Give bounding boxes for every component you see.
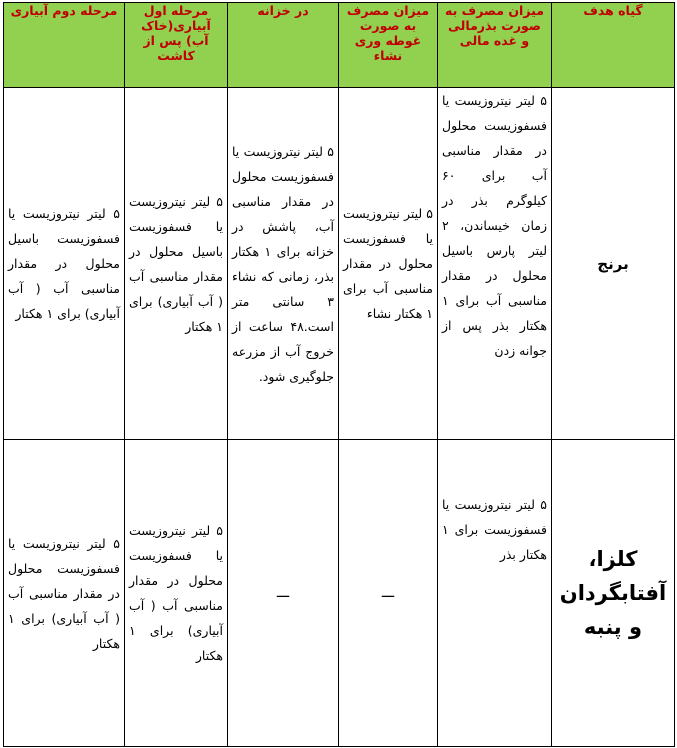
header-second-irrigation: مرحله دوم آبیاری (4, 3, 125, 88)
header-seed-tuber-dosage: میزان مصرف به صورت بذرمالی و غده مالی (438, 3, 552, 88)
header-nursery-dip-dosage: میزان مصرف به صورت غوطه وری نشاء (339, 3, 438, 88)
first-irrigation-dosage: ۵ لیتر نیتروزیست یا فسفوزیست باسیل محلول در مقدار مناسبی آب ( آب آبیاری) برای ۱ هکتار (125, 88, 228, 440)
nursery-dip-dosage: ـــ (339, 440, 438, 747)
second-irrigation-dosage: ۵ لیتر نیتروزیست یا فسفوزیست باسیل محلول در مقدار مناسبی آب ( آب آبیاری) برای ۱ هکتار (4, 88, 125, 440)
nursery-dip-dosage: ۵ لیتر نیتروزیست یا فسفوزیست محلول در مقدار مناسبی آب برای ۱ هکتار نشاء (339, 88, 438, 440)
table-row (4, 88, 675, 440)
plant-name: کلزا، آفتابگردان و پنبه (552, 440, 675, 747)
in-nursery-dosage: ۵ لیتر نیتروزیست یا فسفوزیست محلول در مقدار مناسبی آب، پاشش در خزانه برای ۱ هکتار بذر، زمانی که نشاء ۳ سانتی متر است.۴۸ ساعت از خروج آب از مزرعه جلوگیری شود. (228, 88, 339, 440)
header-target-plant: گیاه هدف (552, 3, 675, 88)
fertilizer-usage-table (3, 2, 675, 747)
header-in-nursery: در خزانه (228, 3, 339, 88)
in-nursery-dosage: ـــ (228, 440, 339, 747)
plant-name: برنج (552, 88, 675, 440)
seed-tuber-dosage: ۵ لیتر نیتروزیست یا فسفوزیست برای ۱ هکتار بذر (438, 440, 552, 747)
header-first-irrigation: مرحله اول آبیاری(خاک آب) پس از کاشت (125, 3, 228, 88)
table-row (4, 440, 675, 747)
second-irrigation-dosage: ۵ لیتر نیتروزیست یا فسفوزیست محلول در مقدار مناسبی آب ( آب آبیاری) برای ۱ هکتار (4, 440, 125, 747)
seed-tuber-dosage: ۵ لیتر نیتروزیست یا فسفوزیست محلول در مقدار مناسبی آب برای ۶۰ کیلوگرم بذر در زمان خیساندن، ۲ لیتر پارس باسیل محلول در مقدار مناسبی آب برای ۱ هکتار بذر پس از جوانه زدن (438, 88, 552, 440)
first-irrigation-dosage: ۵ لیتر نیتروزیست یا فسفوزیست محلول در مقدار مناسبی آب ( آب آبیاری) برای ۱ هکتار (125, 440, 228, 747)
header-row (4, 3, 675, 88)
